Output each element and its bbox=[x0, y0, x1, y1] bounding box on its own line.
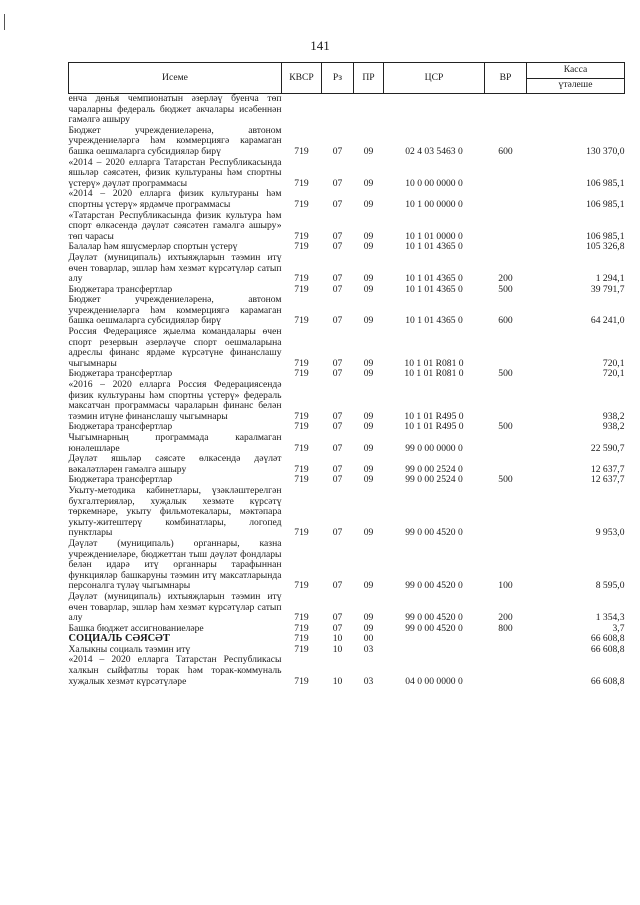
cell-pr: 09 bbox=[363, 368, 374, 380]
cell-rz: 07 bbox=[332, 230, 343, 242]
cell-kvsr: 719 bbox=[294, 622, 309, 634]
cell-csr: 99 0 00 2524 0 bbox=[405, 463, 463, 475]
header-vr: ВР bbox=[485, 63, 527, 94]
cell-name: «2016 – 2020 елларга Россия Федерациясендә физик культураны һәм спортны үстерү» федераль максатчан программасы чараларын финанс белән тәэмин итүне финанслашу чыгымнары bbox=[68, 379, 282, 422]
cell-vr: 500 bbox=[498, 421, 513, 433]
cell-name: Бюджетара трансфертлар bbox=[68, 421, 173, 433]
cell-amount: 106 985,1 bbox=[586, 230, 625, 242]
table-body bbox=[69, 94, 625, 688]
cell-amount: 66 608,8 bbox=[590, 675, 625, 687]
cell-vr bbox=[485, 634, 527, 645]
cell-csr: 99 0 00 4520 0 bbox=[405, 622, 463, 634]
cell-amount: 39 791,7 bbox=[590, 283, 625, 295]
table-row bbox=[69, 655, 625, 687]
cell-csr: 99 0 00 4520 0 bbox=[405, 527, 463, 539]
cell-rz bbox=[322, 94, 354, 126]
cell-vr: 800 bbox=[498, 622, 513, 634]
cell-csr: 10 1 01 4365 0 bbox=[405, 241, 463, 253]
table-header-row bbox=[69, 63, 625, 94]
cell-rz: 07 bbox=[332, 357, 343, 369]
cell-vr: 500 bbox=[498, 474, 513, 486]
cell-pr: 03 bbox=[363, 643, 374, 655]
table-row bbox=[69, 327, 625, 369]
cell-rz: 07 bbox=[332, 442, 343, 454]
cell-amount: 938,2 bbox=[602, 421, 625, 433]
cell-amount: 3,7 bbox=[612, 622, 625, 634]
cell-vr bbox=[485, 94, 527, 126]
cell-kvsr: 719 bbox=[294, 315, 309, 327]
cell-pr: 09 bbox=[363, 357, 374, 369]
cell-pr: 09 bbox=[363, 241, 374, 253]
cell-name: Дәүләт (муниципаль) органнары, казна учреждениеләре, бюджеттан тыш дәүләт фондлары белән идарә итү органнары тарафыннан функцияләр башкаруны тәэмин итү максатларында персоналга түләү чыгымнары bbox=[68, 537, 282, 592]
cell-csr: 10 1 00 0000 0 bbox=[405, 198, 463, 210]
header-kassa bbox=[527, 63, 625, 94]
cell-kvsr: 719 bbox=[294, 612, 309, 624]
cell-amount: 1 294,1 bbox=[595, 273, 625, 285]
cell-rz: 07 bbox=[332, 410, 343, 422]
cell-vr: 100 bbox=[498, 580, 513, 592]
cell-pr: 09 bbox=[363, 230, 374, 242]
cell-csr: 99 0 00 4520 0 bbox=[405, 580, 463, 592]
table-row bbox=[69, 380, 625, 422]
page-number: 141 bbox=[310, 38, 330, 53]
cell-name: Укыту-методика кабинетлары, үзәкләштерелгән бухгалтерияләр, хуҗалык хезмәте күрсәтү төркемнәре, укыту фильмотекалары, мәктәпара укыту-житештерү комбинатлары, логопед пунктлары bbox=[68, 484, 282, 539]
cell-kvsr: 719 bbox=[294, 230, 309, 242]
cell-rz: 07 bbox=[332, 463, 343, 475]
cell-kvsr: 719 bbox=[294, 283, 309, 295]
cell-vr bbox=[485, 189, 527, 210]
header-kassa-top: Касса bbox=[563, 64, 588, 76]
cell-kvsr: 719 bbox=[294, 633, 309, 645]
table-row bbox=[69, 94, 625, 126]
scan-edge-mark bbox=[4, 14, 6, 30]
cell-csr: 99 0 00 2524 0 bbox=[405, 474, 463, 486]
cell-amount: 105 326,8 bbox=[586, 241, 625, 253]
cell-vr bbox=[485, 242, 527, 253]
cell-kvsr: 719 bbox=[294, 527, 309, 539]
table-row bbox=[69, 158, 625, 190]
cell-amount: 720,1 bbox=[602, 357, 625, 369]
cell-name: СОЦИАЛЬ СӘЯСӘТ bbox=[68, 633, 170, 645]
table-row bbox=[69, 592, 625, 624]
cell-name: Халыкны социаль тәэмин итү bbox=[68, 643, 191, 655]
cell-name: Дәүләт (муниципаль) ихтыяҗларын тәэмин итү өчен товарлар, эшләр һәм хезмәт күрсәтүләр сатып алу bbox=[68, 590, 282, 624]
table-row bbox=[69, 454, 625, 475]
cell-name: Башка бюджет ассигнованиеләре bbox=[68, 622, 204, 634]
cell-name: Балалар һәм яшүсмерләр спортын үстерү bbox=[68, 241, 238, 253]
cell-name: Бюджет учреждениеләренә, автоном учреждениеләргә һәм коммерциягә карамаган башка оешмаларга субсидияләр бирү bbox=[68, 294, 282, 327]
cell-pr: 09 bbox=[363, 612, 374, 624]
cell-name: Бюджетара трансфертлар bbox=[68, 283, 173, 295]
cell-amount: 720,1 bbox=[602, 368, 625, 380]
cell-amount: 130 370,0 bbox=[586, 145, 625, 157]
cell-vr: 200 bbox=[498, 273, 513, 285]
cell-kvsr: 719 bbox=[294, 357, 309, 369]
cell-kvsr: 719 bbox=[294, 198, 309, 210]
cell-kvsr: 719 bbox=[294, 368, 309, 380]
cell-pr: 09 bbox=[363, 527, 374, 539]
cell-pr: 09 bbox=[363, 622, 374, 634]
cell-name: Дәүләт (муниципаль) ихтыяҗларын тәэмин итү өчен товарлар, эшләр һәм хезмәт күрсәтүләр сатып алу bbox=[68, 251, 282, 285]
cell-pr: 09 bbox=[363, 410, 374, 422]
cell-vr bbox=[485, 158, 527, 190]
cell-name: енча дөнья чемпионатын әзерләү буенча төп чараларны федераль бюджет акчалары исәбеннән гамәлгә ашыру bbox=[68, 93, 282, 126]
cell-vr bbox=[485, 380, 527, 422]
cell-pr: 03 bbox=[363, 675, 374, 687]
cell-name: «2014 – 2020 елларга Татарстан Республикасында яшьләр сәясәтен, физик культураны һәм спортны үстерү» дәүләт программасы bbox=[68, 156, 282, 189]
cell-amount: 8 595,0 bbox=[595, 580, 625, 592]
cell-pr: 09 bbox=[363, 177, 374, 189]
cell-rz: 07 bbox=[332, 580, 343, 592]
cell-vr bbox=[485, 454, 527, 475]
cell-csr: 10 0 00 0000 0 bbox=[405, 177, 463, 189]
cell-amount: 9 953,0 bbox=[595, 527, 625, 539]
cell-csr: 10 1 01 4365 0 bbox=[405, 273, 463, 285]
cell-rz: 07 bbox=[332, 273, 343, 285]
cell-name: Бюджетара трансфертлар bbox=[68, 474, 173, 486]
cell-vr bbox=[485, 655, 527, 687]
cell-rz: 10 bbox=[332, 643, 343, 655]
cell-vr bbox=[485, 645, 527, 656]
cell-csr: 10 1 01 R495 0 bbox=[404, 421, 464, 433]
cell-kvsr bbox=[282, 94, 322, 126]
cell-name: «2014 – 2020 елларга физик культураны һәм спортны үстерү» ярдәмче программасы bbox=[68, 188, 282, 210]
cell-rz: 07 bbox=[332, 315, 343, 327]
cell-vr bbox=[485, 327, 527, 369]
cell-vr: 200 bbox=[498, 612, 513, 624]
cell-csr: 10 1 01 0000 0 bbox=[405, 230, 463, 242]
cell-csr: 10 1 01 4365 0 bbox=[405, 315, 463, 327]
cell-amount: 106 985,1 bbox=[586, 177, 625, 189]
budget-table bbox=[68, 62, 625, 687]
cell-rz: 07 bbox=[332, 368, 343, 380]
cell-rz: 07 bbox=[332, 527, 343, 539]
cell-rz: 07 bbox=[332, 612, 343, 624]
cell-kvsr: 719 bbox=[294, 474, 309, 486]
cell-rz: 10 bbox=[332, 633, 343, 645]
cell-csr: 99 0 00 0000 0 bbox=[405, 442, 463, 454]
cell-pr: 09 bbox=[363, 273, 374, 285]
cell-rz: 07 bbox=[332, 145, 343, 157]
cell-pr: 09 bbox=[363, 442, 374, 454]
cell-kvsr: 719 bbox=[294, 442, 309, 454]
cell-kvsr: 719 bbox=[294, 410, 309, 422]
table-row bbox=[69, 433, 625, 454]
cell-pr: 09 bbox=[363, 283, 374, 295]
cell-csr bbox=[384, 645, 485, 656]
cell-name: Дәүләт яшьләр сәясәте өлкәсендә дәүләт вәкаләтләрен гамәлгә ашыру bbox=[68, 453, 282, 475]
cell-amount: 938,2 bbox=[602, 410, 625, 422]
header-rz: Рз bbox=[322, 63, 354, 94]
table-row bbox=[69, 253, 625, 285]
cell-amount: 22 590,7 bbox=[590, 442, 625, 454]
cell-name: Россия Федерациясе җыелма командалары өчен спорт резервын әзерләүче спорт оешмаларына адреслы финанс ярдәме күрсәтүне финанслашу чыгымнары bbox=[68, 326, 282, 369]
cell-pr: 09 bbox=[363, 315, 374, 327]
cell-name: «2014 – 2020 елларга Татарстан Республикасы халкын сыйфатлы торак һәм торак-коммуналь хуҗалык хезмәт күрсәтүләре bbox=[68, 654, 282, 687]
cell-rz: 07 bbox=[332, 177, 343, 189]
cell-name: Бюджет учреждениеләренә, автоном учреждениеләргә һәм коммерциягә карамаган башка оешмаларга субсидияләр бирү bbox=[68, 124, 282, 157]
cell-vr bbox=[485, 486, 527, 539]
cell-kvsr: 719 bbox=[294, 273, 309, 285]
cell-kvsr: 719 bbox=[294, 643, 309, 655]
cell-kvsr: 719 bbox=[294, 463, 309, 475]
cell-vr: 600 bbox=[498, 145, 513, 157]
cell-csr bbox=[384, 94, 485, 126]
cell-csr: 10 1 01 4365 0 bbox=[405, 283, 463, 295]
cell-csr: 02 4 03 5463 0 bbox=[405, 145, 463, 157]
cell-rz: 07 bbox=[332, 283, 343, 295]
table-row bbox=[69, 189, 625, 210]
cell-rz: 07 bbox=[332, 622, 343, 634]
cell-pr: 09 bbox=[363, 580, 374, 592]
cell-csr: 04 0 00 0000 0 bbox=[405, 675, 463, 687]
cell-csr: 10 1 01 R081 0 bbox=[404, 368, 464, 380]
cell-vr: 500 bbox=[498, 283, 513, 295]
cell-pr: 09 bbox=[363, 463, 374, 475]
cell-kvsr: 719 bbox=[294, 145, 309, 157]
cell-amount: 12 637,7 bbox=[590, 463, 625, 475]
cell-pr: 09 bbox=[363, 421, 374, 433]
header-pr: ПР bbox=[354, 63, 384, 94]
cell-kvsr: 719 bbox=[294, 580, 309, 592]
cell-pr: 00 bbox=[363, 633, 374, 645]
cell-amount: 1 354,3 bbox=[595, 612, 625, 624]
table-row bbox=[69, 486, 625, 539]
table-row bbox=[69, 295, 625, 327]
cell-amount: 66 608,8 bbox=[590, 633, 625, 645]
cell-name: «Татарстан Республикасында физик культура һәм спорт өлкәсендә дәүләт сәясәтен гамәлгә ашыру» төп чарасы bbox=[68, 209, 282, 242]
cell-vr: 500 bbox=[498, 368, 513, 380]
cell-rz: 07 bbox=[332, 474, 343, 486]
cell-csr: 10 1 01 R081 0 bbox=[404, 357, 464, 369]
cell-kvsr: 719 bbox=[294, 675, 309, 687]
cell-vr bbox=[485, 211, 527, 243]
header-kvsr: КВСР bbox=[282, 63, 322, 94]
cell-kvsr: 719 bbox=[294, 241, 309, 253]
cell-amount: 106 985,1 bbox=[586, 198, 625, 210]
header-kassa-bottom: үтәлеше bbox=[527, 78, 624, 91]
cell-rz: 07 bbox=[332, 421, 343, 433]
cell-rz: 07 bbox=[332, 241, 343, 253]
table-row bbox=[69, 539, 625, 592]
cell-vr bbox=[485, 433, 527, 454]
table-row bbox=[69, 211, 625, 243]
cell-csr: 99 0 00 4520 0 bbox=[405, 612, 463, 624]
cell-csr: 10 1 01 R495 0 bbox=[404, 410, 464, 422]
cell-name: Чыгымнарның программада каралмаган юнәлешләре bbox=[68, 432, 282, 454]
cell-pr: 09 bbox=[363, 474, 374, 486]
cell-amount: 64 241,0 bbox=[590, 315, 625, 327]
cell-pr bbox=[354, 94, 384, 126]
cell-vr: 600 bbox=[498, 315, 513, 327]
cell-amount: 66 608,8 bbox=[590, 643, 625, 655]
cell-rz: 07 bbox=[332, 198, 343, 210]
header-csr: ЦСР bbox=[384, 63, 485, 94]
cell-kvsr: 719 bbox=[294, 177, 309, 189]
cell-pr: 09 bbox=[363, 145, 374, 157]
cell-csr bbox=[384, 634, 485, 645]
table-row bbox=[69, 126, 625, 158]
cell-pr: 09 bbox=[363, 198, 374, 210]
cell-amount: 12 637,7 bbox=[590, 474, 625, 486]
cell-amount bbox=[527, 94, 625, 126]
cell-rz: 10 bbox=[332, 675, 343, 687]
cell-kvsr: 719 bbox=[294, 421, 309, 433]
header-name: Исеме bbox=[69, 63, 282, 94]
cell-name: Бюджетара трансфертлар bbox=[68, 368, 173, 380]
